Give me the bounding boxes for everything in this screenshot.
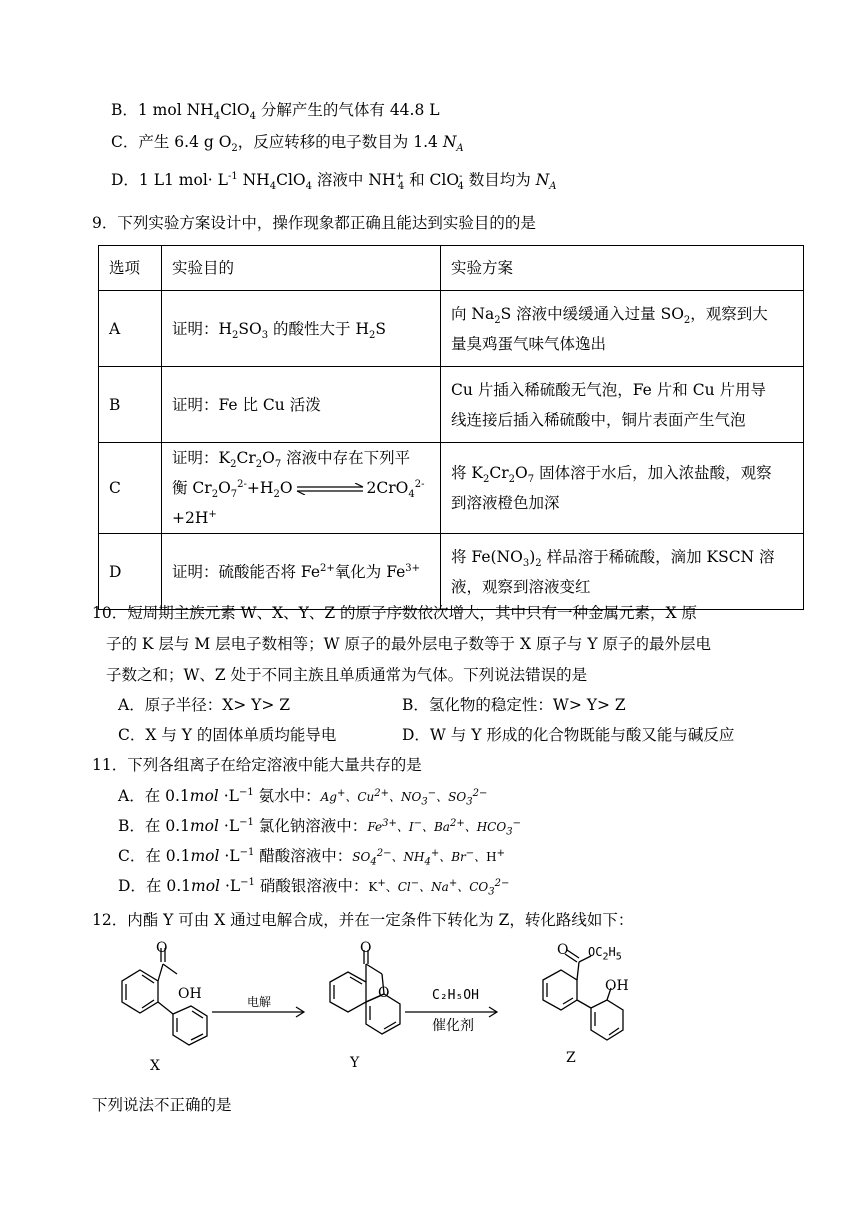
q8-option-c: C．产生 6.4 g $O_2$，反应转移的电子数目为 1.4 $N_A$ (111, 133, 464, 155)
molecule-x-structure (95, 942, 225, 1072)
table-header: 实验方案 (441, 246, 804, 291)
plan-cell: 向 $Na_2S$ 溶液中缓缓通入过量 $SO_2$，观察到大 量臭鸡蛋气味气体逸出 (441, 291, 804, 367)
arrow-2-reagent: C₂H₅OH (432, 988, 479, 1003)
option-cell: A (99, 291, 162, 367)
q9-stem: 9．下列实验方案设计中，操作现象都正确且能达到实验目的的是 (92, 214, 536, 232)
q10-option-b: B．氢化物的稳定性：W> Y> Z (402, 696, 626, 714)
q8-option-d: D．1 L1 $mol\cdot L^{-1}$ $NH_4ClO_4$ 溶液中 $NH^+_4$ 和 ClO-$_4$ 数目均为 $N_A$ (111, 170, 557, 193)
q10-stem-line3: 子数之和；W、Z 处于不同主族且单质通常为气体。下列说法错误的是 (106, 666, 588, 684)
table-row (99, 443, 804, 534)
q12-footer: 下列说法不正确的是 (92, 1096, 232, 1114)
q11-stem: 11．下列各组离子在给定溶液中能大量共存的是 (92, 756, 422, 774)
molecule-y-o-label: O (360, 940, 372, 956)
molecule-z-label: Z (566, 1050, 576, 1066)
molecule-z-oet-label: $OC_2H_5$ (588, 945, 622, 963)
q11-option-a: A．在 $0.1mol \cdot L^{-1}$ 氨水中：Ag+、$Cu^{2+}$、$NO_3^-$、$SO_3^{2-}$ (118, 786, 488, 808)
arrow-1-condition: 电解 (247, 995, 272, 1009)
plan-cell: 将 $K_2Cr_2O_7$ 固体溶于水后，加入浓盐酸，观察 到溶液橙色加深 (441, 443, 804, 534)
q12-stem: 12．内酯 Y 可由 X 通过电解合成，并在一定条件下转化为 Z，转化路线如下： (92, 911, 634, 929)
molecule-z-oh-label: OH (605, 978, 629, 994)
q11-option-d: D．在 $0.1mol \cdot L^{-1}$ 硝酸银溶液中：K+、Cl−、Na+、$CO_3^{2-}$ (118, 876, 510, 898)
molecule-x-label: X (150, 1058, 160, 1074)
molecule-y-label: Y (350, 1055, 360, 1071)
purpose-cell: 证明：$K_2Cr_2O_7$ 溶液中存在下列平 衡 $Cr_2O_7^{2-}+H_2O$ 2CrO$_4^{2-}$+2H+ (162, 443, 441, 534)
purpose-cell: 证明：Fe 比 Cu 活泼 (162, 367, 441, 443)
arrow-2-catalyst: 催化剂 (432, 1018, 474, 1034)
plan-cell: 将 $Fe(NO_3)_2$ 样品溶于稀硫酸，滴加 KSCN 溶 液，观察到溶液变红 (441, 534, 804, 610)
q10-stem-line1: 10．短周期主族元素 W、X、Y、Z 的原子序数依次增大，其中只有一种金属元素，X 原 (92, 604, 698, 622)
experiment-table (98, 245, 804, 610)
purpose-cell: 证明：硫酸能否将 $Fe^{2+}$氧化为 $Fe^{3+}$ (162, 534, 441, 610)
q11-option-c: C．在 $0.1mol \cdot L^{-1}$ 醋酸溶液中：$SO_4^{2-}$、$NH_4^+$、Br−、H+ (118, 846, 506, 868)
q10-option-d: D．W 与 Y 形成的化合物既能与酸又能与碱反应 (402, 726, 735, 744)
q11-option-b: B．在 $0.1mol \cdot L^{-1}$ 氯化钠溶液中：$Fe^{3+}$、I−、$Ba^{2+}$、$HCO_3^-$ (118, 816, 521, 838)
q8-option-b: B．1 mol $NH_4ClO_4$ 分解产生的气体有 44.8 L (111, 101, 440, 123)
option-cell: D (99, 534, 162, 610)
molecule-y-structure (302, 942, 412, 1062)
q10-option-c: C．X 与 Y 的固体单质均能导电 (118, 726, 337, 744)
q10-option-a: A．原子半径：X> Y> Z (118, 696, 291, 714)
molecule-x-oh-label: OH (178, 986, 202, 1002)
table-header: 实验目的 (162, 246, 441, 291)
table-row (99, 291, 804, 367)
table-row (99, 367, 804, 443)
molecule-z-structure (515, 940, 655, 1060)
table-header: 选项 (99, 246, 162, 291)
molecule-x-o-label: O (156, 940, 168, 956)
purpose-cell: 证明：$H_2SO_3$ 的酸性大于 $H_2S$ (162, 291, 441, 367)
table-row (99, 534, 804, 610)
q10-stem-line2: 子的 K 层与 M 层电子数相等；W 原子的最外层电子数等于 X 原子与 Y 原子的最外层电 (106, 635, 711, 653)
molecule-y-ring-o-label: O (378, 985, 390, 1001)
equilibrium-arrow-icon (295, 483, 365, 495)
plan-cell: Cu 片插入稀硫酸无气泡，Fe 片和 Cu 片用导 线连接后插入稀硫酸中，铜片表面产生气泡 (441, 367, 804, 443)
option-cell: B (99, 367, 162, 443)
molecule-z-o-label: O (557, 942, 569, 958)
option-cell: C (99, 443, 162, 534)
